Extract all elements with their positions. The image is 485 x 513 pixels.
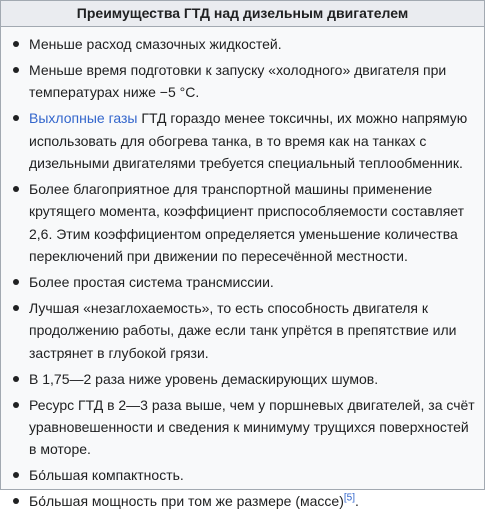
list-item-text: Ресурс ГТД в 2—3 раза выше, чем у поршневых двигателей, за счёт уравновешенности и сведения к минимуму трущихся поверхностей в моторе. bbox=[29, 396, 475, 458]
list-item-text: Лучшая «незаглохаемость», то есть способность двигателя к продолжению работы, даже если танк упрётся в препятствие или застрянет в глубокой грязи. bbox=[29, 299, 457, 361]
list-item bbox=[9, 368, 478, 390]
bullet-icon bbox=[13, 115, 19, 121]
list-item-text: Более простая система трансмиссии. bbox=[29, 274, 274, 291]
bullet-icon bbox=[13, 402, 19, 408]
reference-superscript bbox=[344, 493, 355, 504]
bullet-icon bbox=[13, 305, 19, 311]
list-item-text: Меньше расход смазочных жидкостей. bbox=[29, 36, 282, 52]
bullet-icon bbox=[13, 376, 19, 382]
list-item bbox=[9, 297, 478, 364]
list-item bbox=[9, 490, 478, 512]
list-item-text: Более благоприятное для транспортной машины применение крутящего момента, коэффициент приспособляемости составляет 2,6. Этим коэффициентом определяется уменьшение количества переключений при движении по пересечённой местности. bbox=[29, 180, 465, 265]
list-item bbox=[9, 59, 478, 104]
list-item-punctuation: . bbox=[355, 493, 359, 510]
list-item bbox=[9, 394, 478, 461]
list-item bbox=[9, 178, 478, 268]
exhaust-gases-link[interactable]: Выхлопные газы bbox=[29, 110, 138, 127]
list-item bbox=[9, 33, 478, 55]
bullet-icon bbox=[13, 186, 19, 192]
advantages-list bbox=[1, 27, 484, 513]
bullet-icon bbox=[13, 472, 19, 478]
list-item-text: Меньше время подготовки к запуску «холодного» двигателя при температурах ниже −5 °C. bbox=[29, 61, 447, 101]
list-item-text: Бо́льшая компактность. bbox=[29, 467, 184, 484]
list-item bbox=[9, 107, 478, 174]
list-item-text: ГТД гораздо менее токсичны, их можно напрямую использовать для обогрева танка, в то время как на танках с дизельными двигателями требуется специальный теплообменник. bbox=[29, 110, 468, 172]
panel-title: Преимущества ГТД над дизельным двигателем bbox=[1, 1, 484, 27]
list-item bbox=[9, 464, 478, 486]
list-item bbox=[9, 271, 478, 293]
list-item-text: Бо́льшая мощность при том же размере (массе) bbox=[29, 493, 344, 510]
reference-link[interactable]: [5] bbox=[343, 492, 355, 504]
bullet-icon bbox=[13, 279, 19, 285]
bullet-icon bbox=[13, 67, 19, 73]
bullet-icon bbox=[13, 498, 19, 504]
bullet-icon bbox=[13, 41, 19, 47]
list-item-text: В 1,75—2 раза ниже уровень демаскирующих шумов. bbox=[29, 370, 379, 387]
